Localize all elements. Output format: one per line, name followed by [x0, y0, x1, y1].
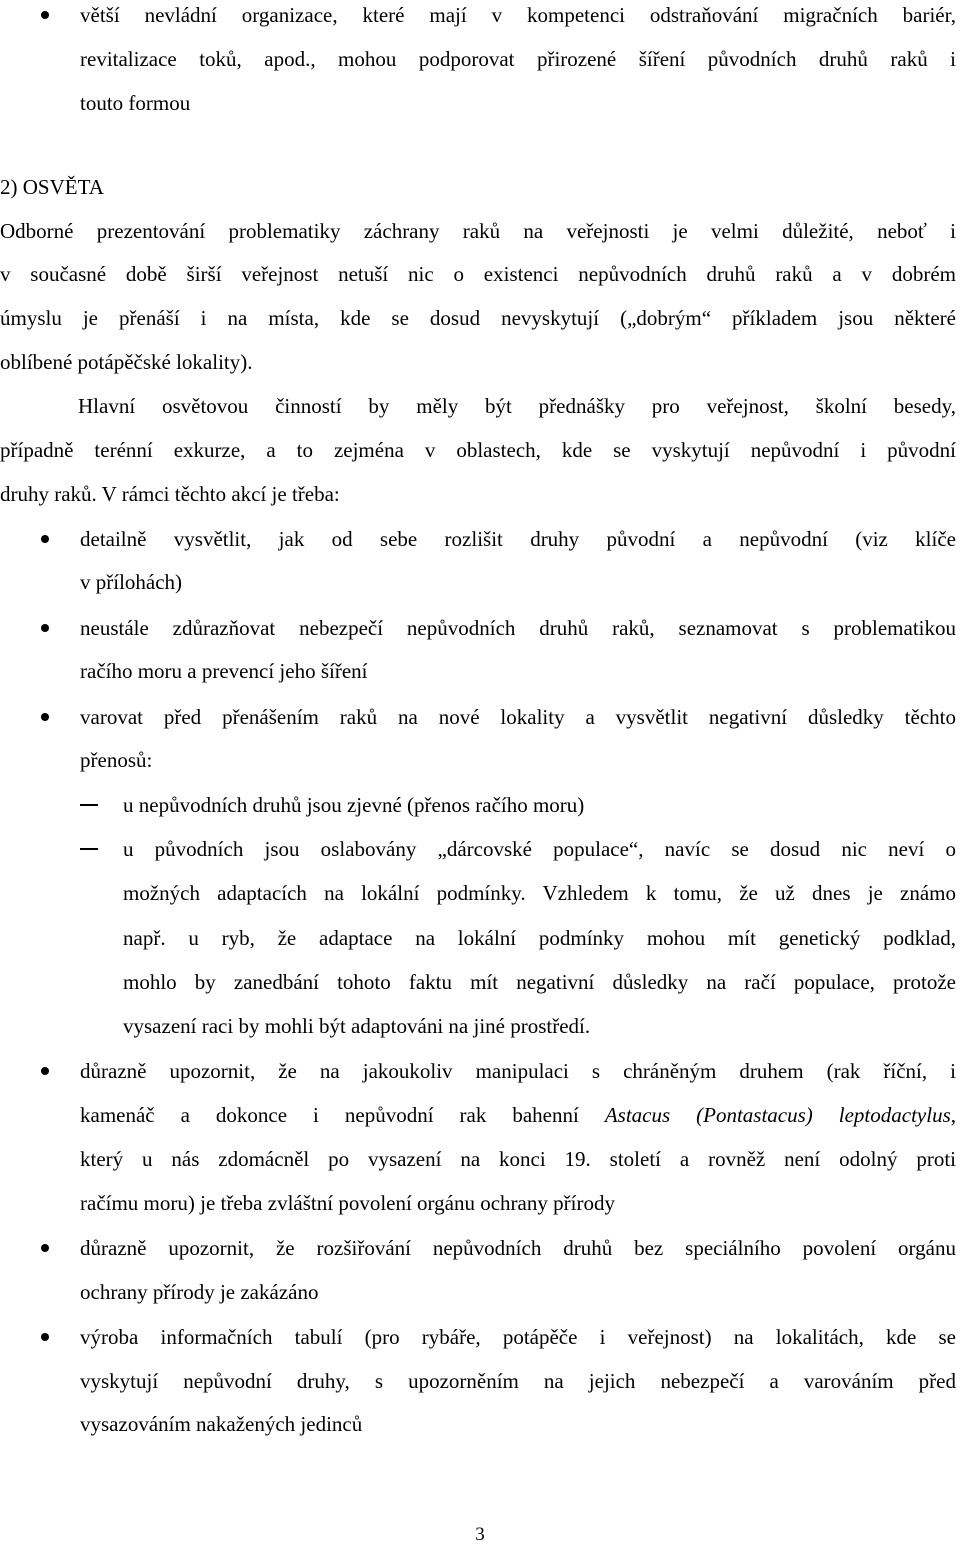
sublist-item-line: možných adaptacích na lokální podmínky. Vzhledem k tomu, že už dnes je známo — [123, 881, 956, 905]
bullet-dot — [41, 1333, 49, 1341]
paragraph-line: v současné době širší veřejnost netuší nic o existenci nepůvodních druhů raků a v dobrém — [0, 262, 956, 286]
list-item-line: který u nás zdomácněl po vysazení na konci 19. století a rovněž není odolný proti — [80, 1147, 956, 1171]
bullet-dot — [41, 1067, 49, 1075]
list-item-line: ochrany přírody je zakázáno — [80, 1280, 319, 1304]
bullet-dot — [41, 1244, 49, 1252]
bullet-dot — [41, 713, 49, 721]
paragraph-line: oblíbené potápěčské lokality). — [0, 350, 253, 374]
text-run: , — [950, 1103, 956, 1127]
paragraph-line: úmyslu je přenáší i na místa, kde se dosud nevyskytují („dobrým“ příkladem jsou některé — [0, 306, 956, 330]
list-item-line: přenosů: — [80, 748, 153, 772]
sublist-item-line: vysazení raci by mohli být adaptováni na jiné prostředí. — [123, 1014, 591, 1038]
paragraph-line: druhy raků. V rámci těchto akcí je třeba: — [0, 482, 340, 506]
page-number: 3 — [475, 1524, 485, 1545]
list-item-line: neustále zdůrazňovat nebezpečí nepůvodních druhů raků, seznamovat s problematikou — [80, 616, 956, 640]
sublist-item-line: mohlo by zanedbání tohoto faktu mít negativní důsledky na račí populace, protože — [123, 970, 956, 994]
bullet-dot — [41, 624, 49, 632]
dash-marker — [80, 804, 98, 806]
list-item-line: výroba informačních tabulí (pro rybáře, potápěče i veřejnost) na lokalitách, kde se — [80, 1325, 956, 1349]
bullet-dot — [41, 535, 49, 543]
dash-marker — [80, 848, 98, 850]
list-item-line: důrazně upozornit, že na jakoukoliv manipulaci s chráněným druhem (rak říční, i — [80, 1059, 956, 1083]
sublist-item-line: u nepůvodních druhů jsou zjevné (přenos račího moru) — [123, 793, 585, 817]
list-item-line: detailně vysvětlit, jak od sebe rozlišit druhy původní a nepůvodní (viz klíče — [80, 527, 956, 551]
paragraph-line: Odborné prezentování problematiky záchrany raků na veřejnosti je velmi důležité, neboť i — [0, 219, 956, 243]
section-heading: 2) OSVĚTA — [0, 175, 104, 199]
list-item-line: račího moru a prevencí jeho šíření — [80, 659, 368, 683]
list-item-line — [80, 1100, 956, 1130]
list-item-line: vysazováním nakažených jedinců — [80, 1412, 363, 1436]
paragraph-line: Hlavní osvětovou činností by měly být přednášky pro veřejnost, školní besedy, — [78, 394, 956, 418]
list-item-line: důrazně upozornit, že rozšiřování nepůvodních druhů bez speciálního povolení orgánu — [80, 1236, 956, 1260]
list-item-line: v přílohách) — [80, 570, 183, 594]
sublist-item-line: u původních jsou oslabovány „dárcovské populace“, navíc se dosud nic neví o — [123, 837, 956, 861]
list-item-line: vyskytují nepůvodní druhy, s upozorněním na jejich nebezpečí a varováním před — [80, 1369, 956, 1393]
text-line: revitalizace toků, apod., mohou podporovat přirozené šíření původních druhů raků i — [80, 47, 956, 71]
list-item-line: račímu moru) je třeba zvláštní povolení orgánu ochrany přírody — [80, 1191, 615, 1215]
bullet-dot — [41, 11, 49, 19]
text-run: kamenáč a dokonce i nepůvodní rak bahenní — [80, 1103, 605, 1127]
list-item-line: varovat před přenášením raků na nové lokality a vysvětlit negativní důsledky těchto — [80, 705, 956, 729]
species-name: Astacus (Pontastacus) leptodactylus — [604, 1103, 951, 1127]
sublist-item-line: např. u ryb, že adaptace na lokální podmínky mohou mít genetický podklad, — [123, 926, 956, 950]
text-line: větší nevládní organizace, které mají v kompetenci odstraňování migračních bariér, — [80, 3, 956, 27]
paragraph-line: případně terénní exkurze, a to zejména v oblastech, kde se vyskytují nepůvodní i původní — [0, 438, 956, 462]
text-line: touto formou — [80, 91, 191, 115]
